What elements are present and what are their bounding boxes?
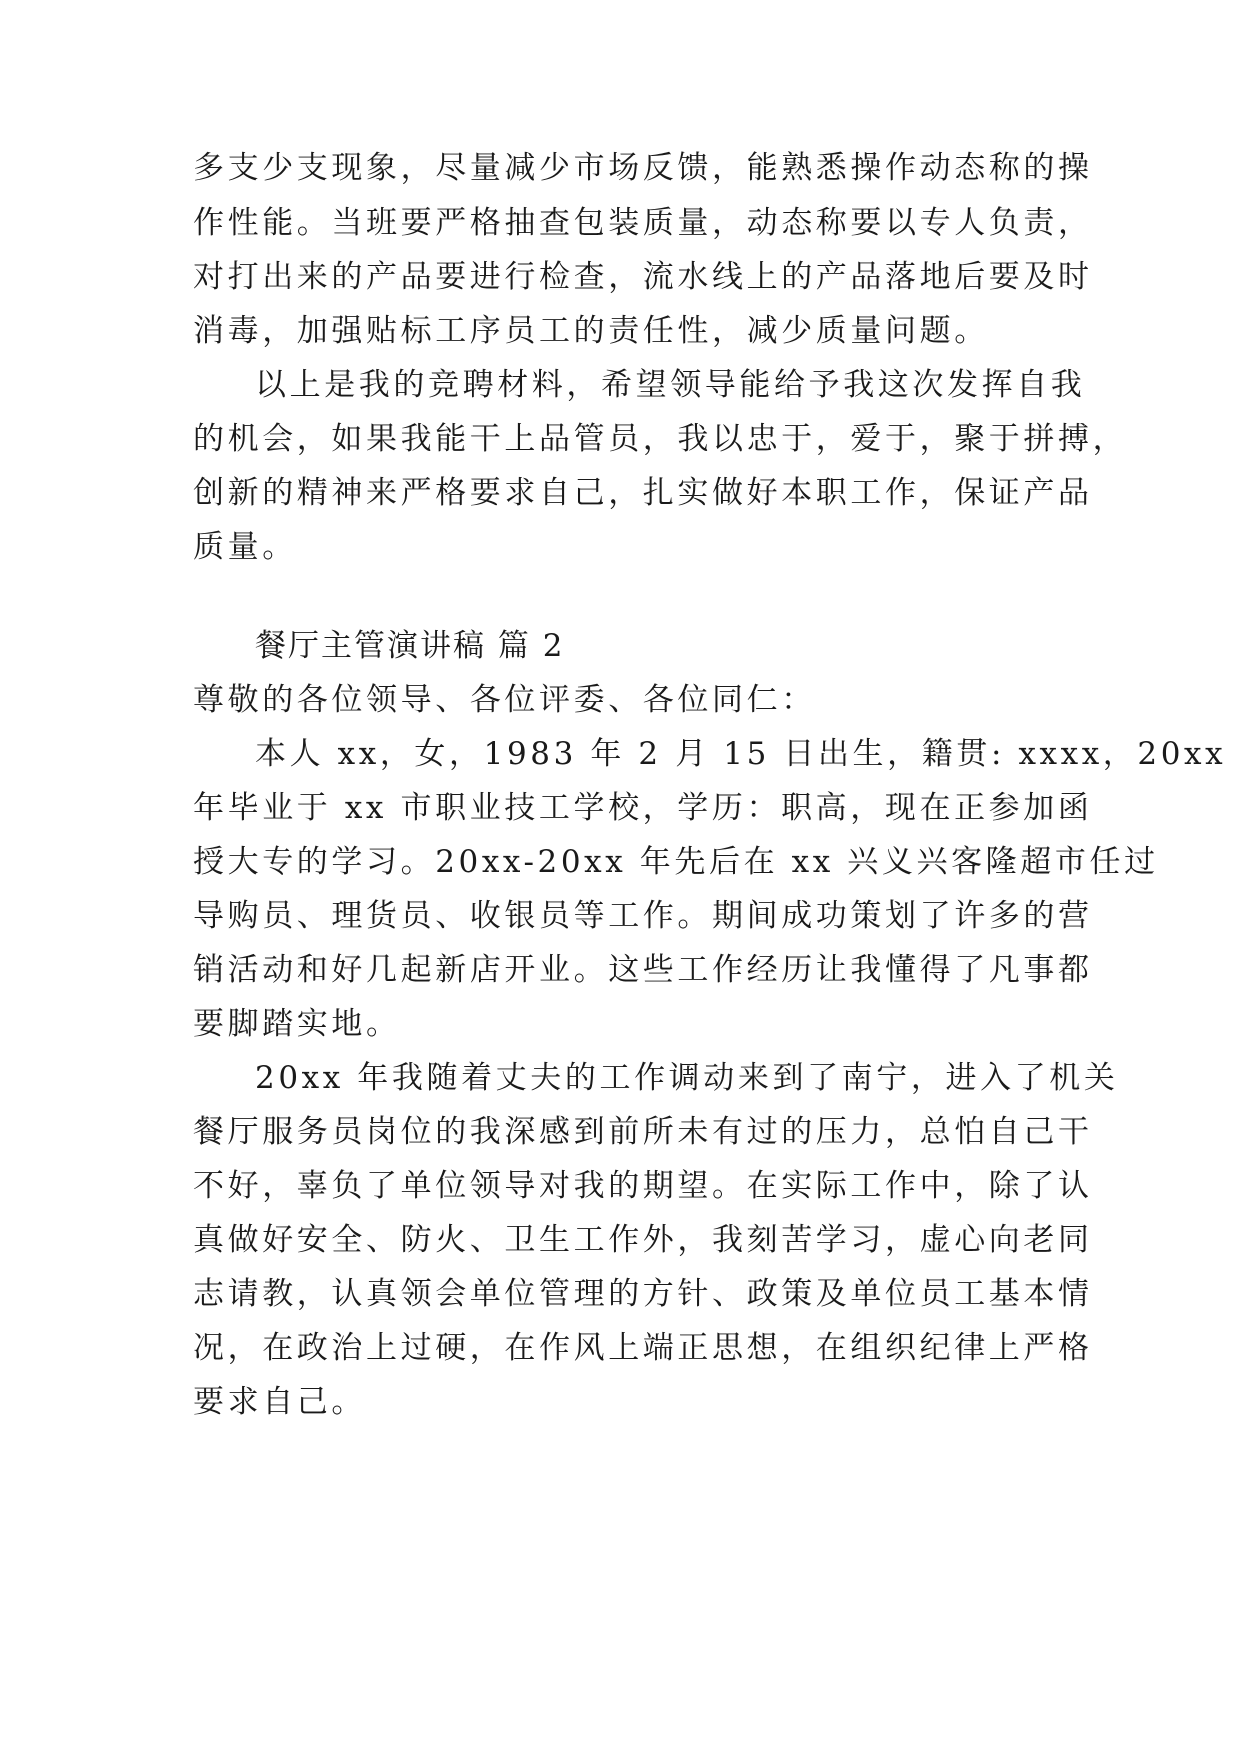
paragraph-line: 授大专的学习。20xx-20xx 年先后在 xx 兴义兴客隆超市任过 (193, 844, 1159, 880)
paragraph-line: 多支少支现象，尽量减少市场反馈，能熟悉操作动态称的操 (193, 150, 1093, 186)
paragraph-line: 导购员、理货员、收银员等工作。期间成功策划了许多的营 (193, 898, 1093, 934)
paragraph-line: 对打出来的产品要进行检查，流水线上的产品落地后要及时 (193, 259, 1093, 295)
paragraph-line: 消毒，加强贴标工序员工的责任性，减少质量问题。 (193, 313, 989, 349)
paragraph-line: 的机会，如果我能干上品管员，我以忠于，爱于，聚于拼搏， (193, 421, 1128, 457)
paragraph-line: 创新的精神来严格要求自己，扎实做好本职工作，保证产品 (193, 475, 1093, 511)
paragraph-line: 作性能。当班要严格抽查包装质量，动态称要以专人负责， (193, 205, 1093, 241)
paragraph-line: 销活动和好几起新店开业。这些工作经历让我懂得了凡事都 (193, 952, 1093, 988)
paragraph-line: 要求自己。 (193, 1384, 366, 1420)
paragraph-line: 餐厅服务员岗位的我深感到前所未有过的压力，总怕自己干 (193, 1114, 1093, 1150)
paragraph-line: 质量。 (193, 529, 297, 565)
paragraph-line: 年毕业于 xx 市职业技工学校，学历：职高，现在正参加函 (193, 790, 1093, 826)
salutation: 尊敬的各位领导、各位评委、各位同仁： (193, 682, 816, 718)
paragraph-line: 志请教，认真领会单位管理的方针、政策及单位员工基本情 (193, 1276, 1093, 1312)
paragraph-line: 以上是我的竞聘材料，希望领导能给予我这次发挥自我 (255, 367, 1086, 403)
paragraph-line: 况，在政治上过硬，在作风上端正思想，在组织纪律上严格 (193, 1330, 1093, 1366)
paragraph-line: 20xx 年我随着丈夫的工作调动来到了南宁，进入了机关 (255, 1060, 1119, 1096)
paragraph-line: 本人 xx，女，1983 年 2 月 15 日出生，籍贯: xxxx，20xx (255, 736, 1227, 772)
paragraph-line: 不好，辜负了单位领导对我的期望。在实际工作中，除了认 (193, 1168, 1093, 1204)
paragraph-line: 真做好安全、防火、卫生工作外，我刻苦学习，虚心向老同 (193, 1222, 1093, 1258)
section-heading: 餐厅主管演讲稿 篇 2 (255, 628, 565, 664)
paragraph-line: 要脚踏实地。 (193, 1006, 401, 1042)
